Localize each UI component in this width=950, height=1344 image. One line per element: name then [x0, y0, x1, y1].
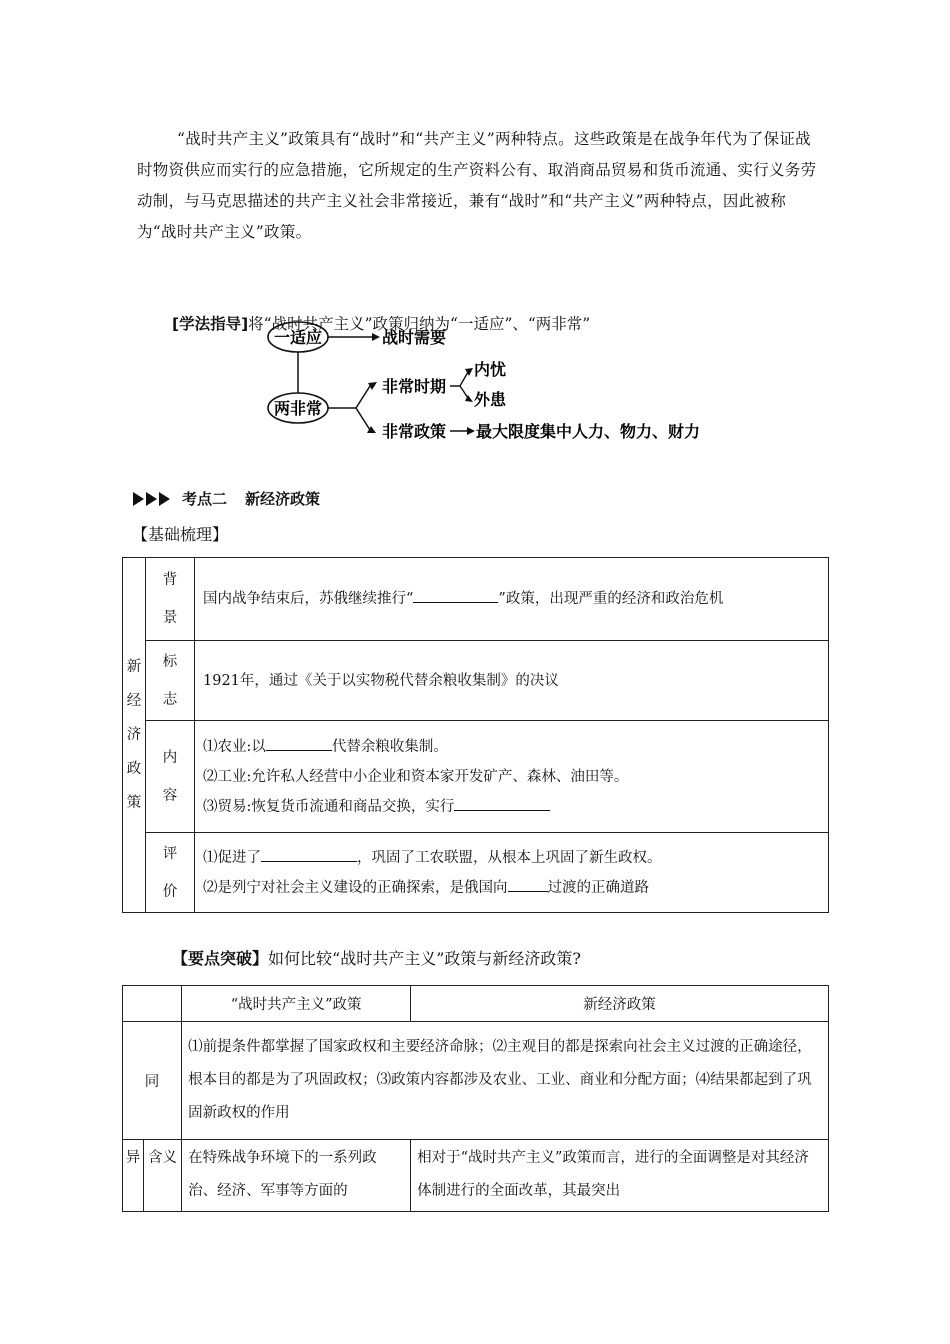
policy-diagram	[260, 316, 740, 448]
policy-content: ⑴农业:以 代替余粮收集制。 ⑵工业:允许私人经营中小企业和资本家开发矿产、森林、油田等。 ⑶贸易:恢复货币流通和商品交换，实行	[195, 721, 829, 833]
row-label-evaluation: 评 价	[146, 833, 195, 913]
table-row	[123, 833, 829, 913]
keypoint-question: 如何比较“战时共产主义”政策与新经济政策?	[268, 949, 581, 968]
node-wartime-needs: 战时需要	[382, 328, 447, 347]
table-row	[123, 1022, 829, 1140]
subheading-basics: 【基础梳理】	[132, 525, 229, 544]
section-heading	[133, 488, 320, 509]
comparison-table	[122, 985, 829, 1212]
table-row	[123, 721, 829, 833]
row-label-content: 内 容	[146, 721, 195, 833]
table-header-row	[123, 986, 829, 1022]
table-row	[123, 558, 829, 641]
header-war-communism: “战时共产主义”政策	[182, 986, 411, 1022]
diff-nep-content: 相对于“战时共产主义”政策而言，进行的全面调整是对其经济体制进行的全面改革，其最突出	[411, 1140, 829, 1212]
node-internal-trouble: 内忧	[474, 360, 507, 379]
guide-label: [学法指导]	[172, 315, 249, 333]
fill-blank[interactable]	[413, 586, 498, 603]
table-row	[123, 1140, 829, 1212]
same-label: 同	[123, 1022, 182, 1140]
table-row	[123, 641, 829, 721]
section-name: 新经济政策	[245, 490, 321, 508]
nep-basics-table	[122, 557, 829, 913]
keypoint-label: 【要点突破】	[172, 949, 269, 968]
row-label-marker: 标 志	[146, 641, 195, 721]
row-label-background: 背 景	[146, 558, 195, 641]
side-label-cell: 新 经 济 政 策	[123, 558, 146, 913]
evaluation-content: ⑴促进了 ，巩固了工农联盟，从根本上巩固了新生政权。 ⑵是列宁对社会主义建设的正确探索，是俄国向 过渡的正确道路	[195, 833, 829, 913]
node-external-threat: 外患	[474, 390, 507, 409]
chevron-arrows-icon	[133, 492, 172, 506]
diff-war-content: 在特殊战争环境下的一系列政治、经济、军事等方面的	[182, 1140, 411, 1212]
node-liangfeichang: 两非常	[273, 399, 323, 418]
section-title: 考点二	[182, 490, 228, 508]
same-content: ⑴前提条件都掌握了国家政权和主要经济命脉；⑵主观目的都是探索向社会主义过渡的正确途径，根本目的都是为了巩固政权；⑶政策内容都涉及农业、工业、商业和分配方面；⑷结果都起到了巩固新政权的作用	[182, 1022, 829, 1140]
fill-blank[interactable]	[508, 875, 548, 892]
background-content: 国内战争结束后，苏俄继续推行“ ”政策，出现严重的经济和政治危机	[195, 558, 829, 641]
node-extraordinary-period: 非常时期	[382, 377, 447, 396]
node-yishiying: 一适应	[273, 328, 323, 347]
fill-blank[interactable]	[261, 845, 357, 862]
node-extraordinary-policy: 非常政策	[382, 422, 447, 441]
marker-content: 1921年，通过《关于以实物税代替余粮收集制》的决议	[195, 641, 829, 721]
header-nep: 新经济政策	[411, 986, 829, 1022]
fill-blank[interactable]	[454, 794, 550, 811]
intro-paragraph	[137, 124, 817, 248]
fill-blank[interactable]	[266, 734, 332, 751]
guide-text: 将“战时共产主义”政策归纳为“一适应”、“两非常”	[248, 315, 591, 333]
node-max-concentration: 最大限度集中人力、物力、财力	[476, 422, 701, 441]
diff-sub-label: 含义	[144, 1140, 182, 1212]
keypoint-heading	[172, 946, 581, 969]
header-empty-cell	[123, 986, 182, 1022]
intro-text: “战时共产主义”政策具有“战时”和“共产主义”两种特点。这些政策是在战争年代为了保证战时物资供应而实行的应急措施，它所规定的生产资料公有、取消商品贸易和货币流通、实行义务劳动制，与马克思描述的共产主义社会非常接近，兼有“战时”和“共产主义”两种特点，因此被称为“战时共产主义”政策。	[137, 130, 817, 241]
diff-label: 异	[123, 1140, 144, 1212]
